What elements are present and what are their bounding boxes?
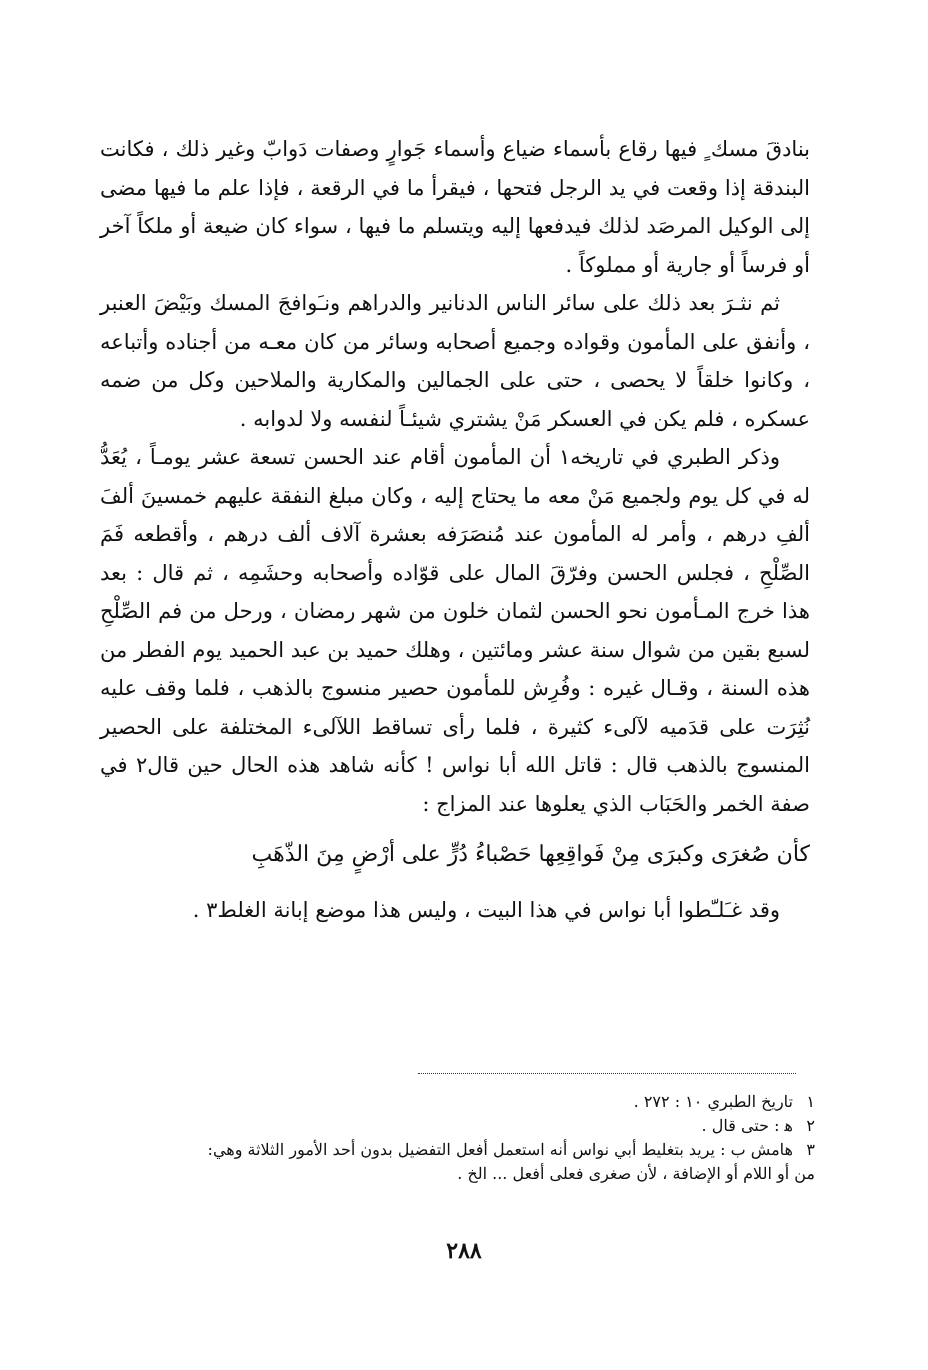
footnote-number: ٣ <box>806 1140 815 1159</box>
footnote-divider <box>418 1073 796 1074</box>
footnote-3-continuation: من أو اللام أو الإضافة ، لأن صغرى فعلى أفعل ... الخ . <box>457 1164 815 1183</box>
footnote-3 <box>100 1138 815 1162</box>
paragraph-after-verse: وقد غـَلـّطوا أبا نواس في هذا البيت ، وليس هذا موضع إبانة الغلط٣ . <box>192 898 780 922</box>
footnote-text: تاريخ الطبري ١٠ : ٢٧٢ . <box>633 1092 793 1111</box>
paragraph-2: ثم نثـرَ بعد ذلك على سائر الناس الدنانير والدراهم ونـَوافجَ المسك وبَيْضَ العنبر ، وأنفق على المأمون وقواده وجميع أصحابه وسائر من كان معـه من أجناده وأتباعه ، وكانوا خلقاً لا يحصى ، حتى على الجمالين والمكارية والملاحين وكل من ضمه عسكره ، فلم يكن في العسكر مَنْ يشتري شيئـاً لنفسه ولا لدوابه . <box>100 291 810 431</box>
page-body <box>100 130 810 929</box>
paragraph-1: بنادقَ مسك ٍ فيها رقاع بأسماء ضياع وأسماء جَوارٍ وصفات دَوابّ وغير ذلك ، فكانت البندقة إذا وقعت في يد الرجل فتحها ، فيقرأ ما في الرقعة ، فإذا علم ما فيها مضى إلى الوكيل المرصَد لذلك فيدفعها إليه ويتسلم ما فيها ، سواء كان ضيعة أو ملكاً آخر أو فرساً أو جارية أو مملوكاً . <box>100 137 811 277</box>
footnote-text: هامش ب : يريد بتغليط أبي نواس أنه استعمل أفعل التفضيل بدون أحد الأمور الثلاثة وهي: <box>207 1140 793 1159</box>
footnote-2 <box>100 1114 815 1138</box>
footnotes <box>100 1090 815 1186</box>
footnote-text: ﻫ : حتى قال . <box>701 1116 793 1135</box>
paragraph-3: وذكر الطبري في تاريخه١ أن المأمون أقام عند الحسن تسعة عشر يومـاً ، يُعَدُّ له في كل يوم ولجميع مَنْ معه ما يحتاج إليه ، وكان مبلغ النفقة عليهم خمسينَ ألفَ ألفِ درهم ، وأمر له المأمون عند مُنصَرَفه بعشرة آلاف ألف درهم ، وأقطعه فَمَ الصِّلْحِ ، فجلس الحسن وفرّقَ المال على قوّاده وأصحابه وحشَمِه ، ثم قال : بعد هذا خرج المـأمون نحو الحسن لثمان خلون من شهر رمضان ، ورحل من فم الصِّلْحِ لسبع بقين من شوال سنة عشر ومائتين ، وهلك حميد بن عبد الحميد يوم الفطر من هذه السنة ، وقـال غيره : وفُرِش للمأمون حصير منسوج بالذهب ، فلما وقف عليه نُثِرَت على قدَميه لآلىء كثيرة ، فلما رأى تساقط اللآلىء المختلفة على الحصير المنسوج بالذهب قال : قاتل الله أبا نواس ! كأنه شاهد هذه الحال حين قال٢ في صفة الخمر والحَبَاب الذي يعلوها عند المزاج : <box>100 445 811 816</box>
verse-line: كأن صُغرَى وكبرَى مِنْ فَواقِعِها حَصْباءُ دُرٍّ على أرْضٍ مِنَ الذّهَبِ <box>251 842 810 867</box>
page-number: ٢٨٨ <box>446 1238 482 1264</box>
footnote-1 <box>100 1090 815 1114</box>
footnote-number: ٢ <box>806 1116 815 1135</box>
footnote-number: ١ <box>806 1092 815 1111</box>
